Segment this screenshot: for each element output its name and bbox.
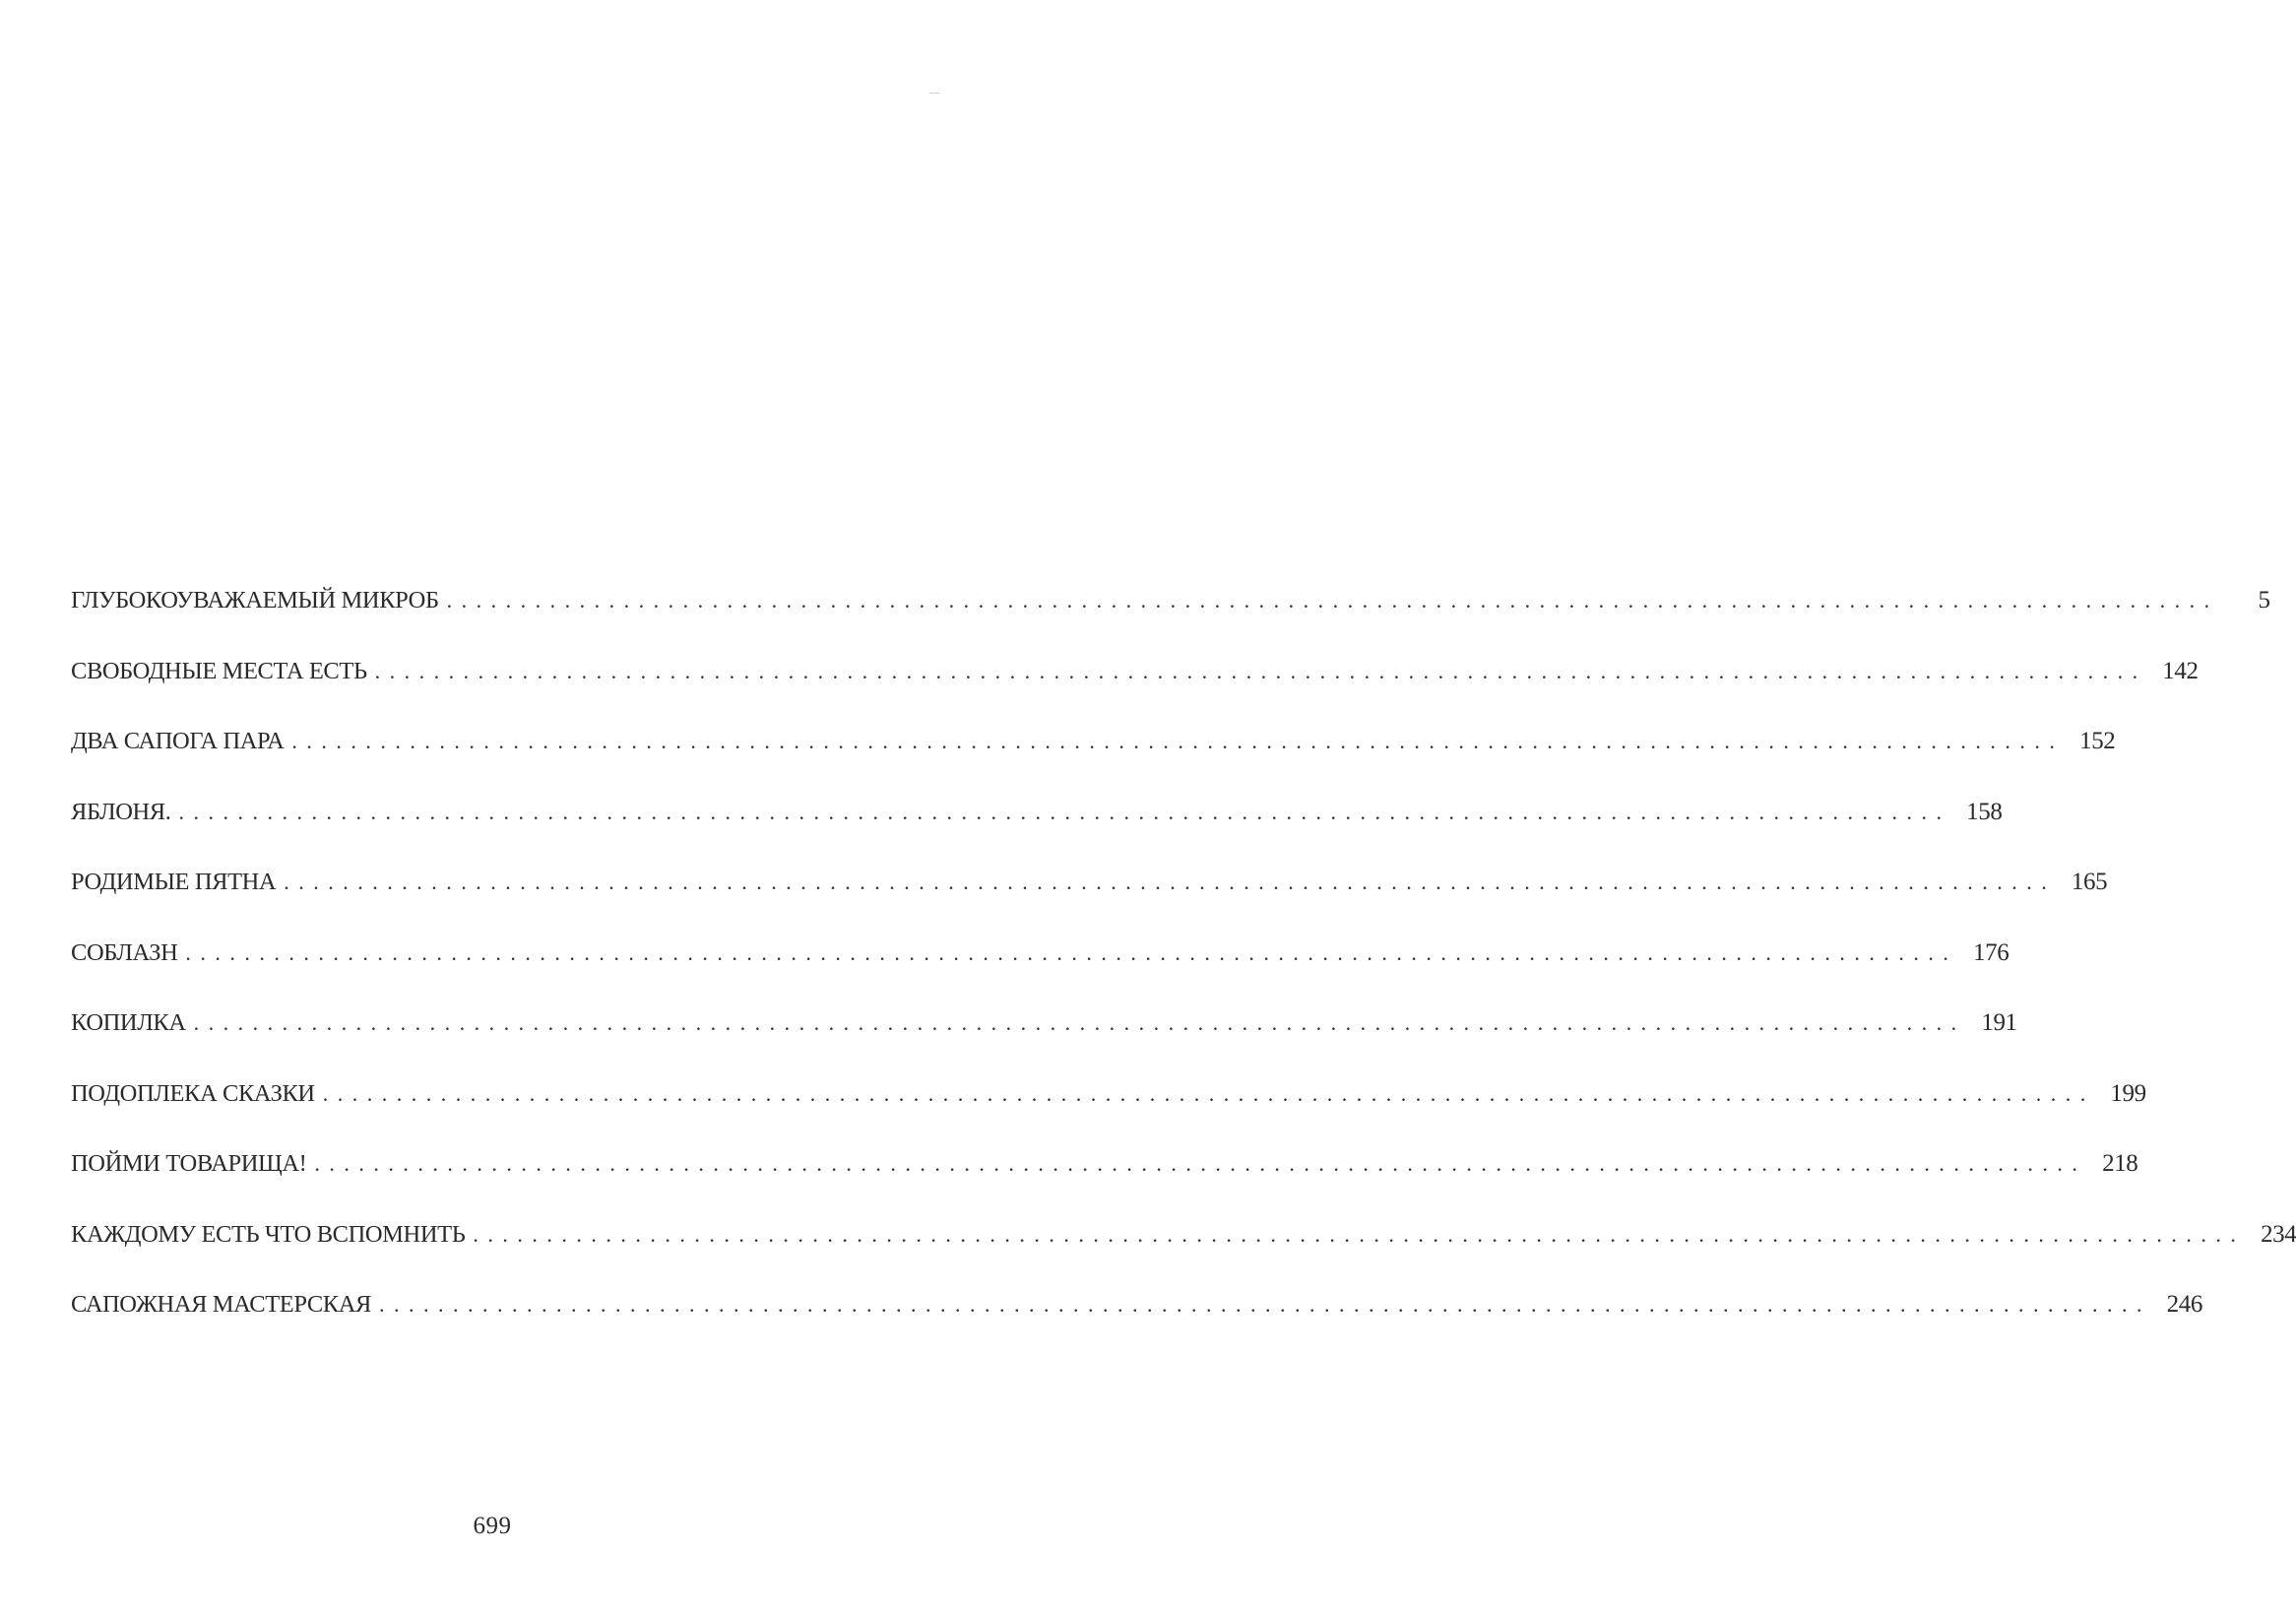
page-number: 699 bbox=[473, 1513, 512, 1539]
toc-entry bbox=[71, 1291, 2202, 1362]
toc-entry-page: 5 bbox=[2258, 587, 2270, 613]
toc-entry bbox=[71, 938, 2009, 1010]
dot-leader: ........................................................................................................................ bbox=[473, 1221, 2246, 1247]
dot-leader: ........................................................................................................................ bbox=[284, 870, 2057, 894]
toc-entry-title: ДВА САПОГА ПАРА bbox=[71, 728, 285, 754]
toc-entry bbox=[71, 1009, 2017, 1080]
toc-entry-page: 142 bbox=[2162, 657, 2199, 684]
toc-entry-title: САПОЖНАЯ МАСТЕРСКАЯ bbox=[71, 1291, 371, 1318]
toc-entry-page: 191 bbox=[1981, 1009, 2017, 1036]
toc-entry-title: КАЖДОМУ ЕСТЬ ЧТО ВСПОМНИТЬ bbox=[71, 1220, 466, 1248]
toc-entry bbox=[71, 657, 2199, 729]
dot-leader: ........................................................................................................................ bbox=[374, 658, 2147, 683]
toc-entry-page: 158 bbox=[1966, 798, 2003, 825]
toc-entry-title: ГЛУБОКОУВАЖАЕМЫЙ МИКРОБ bbox=[71, 587, 439, 613]
dot-leader: ........................................................................................................................ bbox=[193, 1010, 1966, 1035]
toc-entry bbox=[71, 1150, 2138, 1221]
toc-entry-page: 176 bbox=[1973, 938, 2009, 966]
toc-entry bbox=[71, 1079, 2146, 1151]
dot-leader: ........................................................................................................................ bbox=[178, 799, 1951, 824]
toc-entry-page: 152 bbox=[2079, 728, 2116, 754]
toc-entry-page: 218 bbox=[2102, 1150, 2138, 1177]
toc-entry-title: СВОБОДНЫЕ МЕСТА ЕСТЬ bbox=[71, 657, 367, 684]
table-of-contents bbox=[71, 587, 2296, 1362]
dot-leader: ........................................................................................................................ bbox=[378, 1292, 2151, 1317]
dot-leader: ........................................................................................................................ bbox=[314, 1151, 2087, 1176]
toc-entry bbox=[71, 587, 2270, 658]
toc-entry-page: 199 bbox=[2110, 1079, 2146, 1107]
dot-leader: ........................................................................................................................ bbox=[185, 939, 1958, 965]
toc-entry-title: КОПИЛКА bbox=[71, 1009, 186, 1036]
dot-leader: ........................................................................................................................ bbox=[446, 588, 2219, 613]
toc-entry bbox=[71, 869, 2108, 939]
toc-entry-title: СОБЛАЗН bbox=[71, 938, 178, 966]
toc-entry-title: ПОДОПЛЕКА СКАЗКИ bbox=[71, 1079, 315, 1107]
toc-entry bbox=[71, 728, 2116, 799]
dot-leader: ........................................................................................................................ bbox=[322, 1080, 2095, 1106]
toc-entry bbox=[71, 1220, 2296, 1292]
toc-entry-title: ЯБЛОНЯ. bbox=[71, 798, 171, 825]
dot-leader: ........................................................................................................................ bbox=[291, 729, 2065, 753]
toc-entry-page: 165 bbox=[2071, 869, 2108, 895]
toc-entry-page: 246 bbox=[2166, 1291, 2202, 1318]
paper-speck bbox=[929, 93, 939, 94]
toc-entry bbox=[71, 798, 2003, 870]
toc-entry-page: 234 bbox=[2261, 1220, 2296, 1248]
toc-entry-title: РОДИМЫЕ ПЯТНА bbox=[71, 869, 277, 895]
toc-entry-title: ПОЙМИ ТОВАРИЩА! bbox=[71, 1150, 307, 1177]
